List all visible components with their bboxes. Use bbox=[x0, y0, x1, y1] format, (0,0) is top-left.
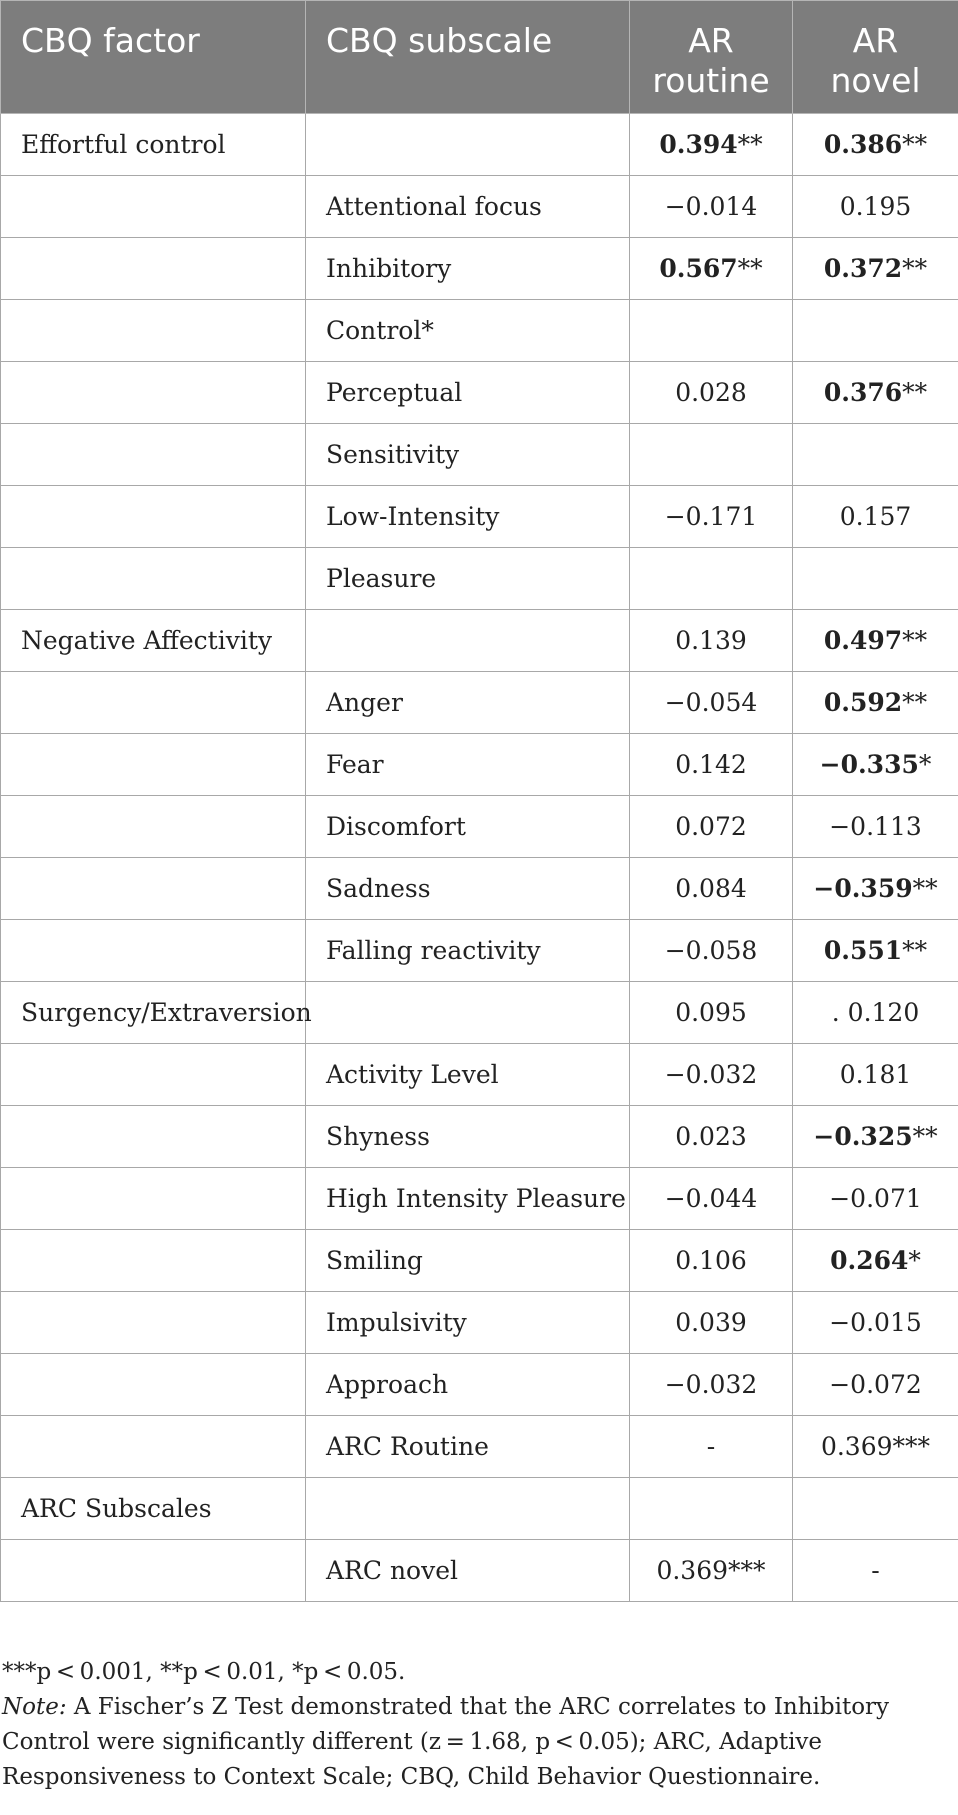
cell-ar-routine-value: 0.023 bbox=[675, 1122, 747, 1151]
cell-cbq-factor bbox=[1, 176, 306, 238]
cell-ar-novel bbox=[793, 1540, 958, 1602]
cell-ar-routine bbox=[630, 300, 793, 362]
cell-ar-routine bbox=[630, 920, 793, 982]
cell-ar-novel-value: 0.497 bbox=[823, 626, 903, 655]
cell-ar-routine-value: 0.567 bbox=[659, 254, 738, 283]
cell-ar-novel-significance: * bbox=[908, 1246, 921, 1275]
cell-ar-novel bbox=[793, 734, 958, 796]
cell-cbq-factor bbox=[1, 486, 306, 548]
table-row bbox=[1, 548, 958, 610]
header-cbq-factor: CBQ factor bbox=[1, 1, 306, 114]
cell-ar-novel bbox=[793, 672, 958, 734]
cell-cbq-subscale: ARC novel bbox=[306, 1540, 630, 1602]
cell-ar-routine-value: −0.058 bbox=[664, 936, 758, 965]
cell-ar-routine bbox=[630, 1044, 793, 1106]
cell-ar-routine-value: 0.106 bbox=[675, 1246, 747, 1275]
cell-ar-novel-significance: ** bbox=[902, 936, 928, 965]
table-row bbox=[1, 362, 958, 424]
cell-cbq-factor bbox=[1, 1540, 306, 1602]
cell-ar-novel bbox=[793, 610, 958, 672]
cell-cbq-factor bbox=[1, 734, 306, 796]
note-label: Note: bbox=[2, 1694, 67, 1720]
cell-cbq-factor bbox=[1, 548, 306, 610]
cell-cbq-subscale: Discomfort bbox=[306, 796, 630, 858]
cell-cbq-subscale: Sensitivity bbox=[306, 424, 630, 486]
cell-cbq-factor bbox=[1, 1292, 306, 1354]
table-row bbox=[1, 920, 958, 982]
header-ar-novel-line1: AR bbox=[852, 21, 899, 60]
cell-ar-routine bbox=[630, 982, 793, 1044]
cell-ar-novel bbox=[793, 176, 958, 238]
cell-cbq-factor bbox=[1, 238, 306, 300]
cell-ar-routine bbox=[630, 672, 793, 734]
cell-ar-novel bbox=[793, 1168, 958, 1230]
cell-cbq-subscale bbox=[306, 610, 630, 672]
table-row bbox=[1, 1478, 958, 1540]
table-row bbox=[1, 1044, 958, 1106]
cell-ar-routine-value: 0.072 bbox=[675, 812, 747, 841]
cell-ar-routine-value: −0.044 bbox=[664, 1184, 758, 1213]
cell-cbq-subscale: Shyness bbox=[306, 1106, 630, 1168]
cell-ar-routine bbox=[630, 796, 793, 858]
header-ar-novel bbox=[793, 1, 958, 114]
table-footnotes bbox=[0, 1655, 958, 1795]
header-cbq-subscale: CBQ subscale bbox=[306, 1, 630, 114]
cell-ar-novel-significance: ** bbox=[902, 130, 928, 159]
table-body bbox=[1, 114, 958, 1602]
cell-cbq-factor bbox=[1, 796, 306, 858]
cell-ar-novel-value: 0.181 bbox=[839, 1060, 912, 1089]
table-row bbox=[1, 486, 958, 548]
cell-ar-routine-value: 0.095 bbox=[675, 998, 747, 1027]
table-row bbox=[1, 1292, 958, 1354]
cell-cbq-factor bbox=[1, 1168, 306, 1230]
cell-cbq-subscale bbox=[306, 114, 630, 176]
cell-ar-routine bbox=[630, 238, 793, 300]
cell-ar-routine bbox=[630, 1540, 793, 1602]
cell-ar-routine bbox=[630, 610, 793, 672]
cell-ar-routine bbox=[630, 114, 793, 176]
cell-ar-novel-value: 0.369*** bbox=[820, 1432, 931, 1461]
cell-cbq-factor: Negative Affectivity bbox=[1, 610, 306, 672]
cell-ar-novel bbox=[793, 114, 958, 176]
table-header bbox=[1, 1, 958, 114]
cell-cbq-subscale: Approach bbox=[306, 1354, 630, 1416]
cell-cbq-factor: Effortful control bbox=[1, 114, 306, 176]
cell-cbq-subscale: Low-Intensity bbox=[306, 486, 630, 548]
cell-cbq-factor bbox=[1, 424, 306, 486]
cell-cbq-subscale: Falling reactivity bbox=[306, 920, 630, 982]
cell-cbq-subscale: Control* bbox=[306, 300, 630, 362]
cell-ar-novel-value: −0.325 bbox=[813, 1122, 913, 1151]
table-row bbox=[1, 1416, 958, 1478]
cell-ar-novel-value: −0.335 bbox=[819, 750, 919, 779]
table-row bbox=[1, 1540, 958, 1602]
cell-ar-routine bbox=[630, 1106, 793, 1168]
header-ar-routine-line2: routine bbox=[652, 61, 770, 100]
cell-cbq-subscale: Fear bbox=[306, 734, 630, 796]
header-ar-novel-line2: novel bbox=[830, 61, 921, 100]
cell-ar-routine-value: 0.084 bbox=[675, 874, 747, 903]
cell-ar-routine bbox=[630, 734, 793, 796]
cell-ar-novel bbox=[793, 362, 958, 424]
cell-cbq-factor bbox=[1, 672, 306, 734]
cell-cbq-factor bbox=[1, 300, 306, 362]
table-row bbox=[1, 1168, 958, 1230]
cell-ar-routine-value: 0.369*** bbox=[656, 1556, 766, 1585]
cell-ar-novel bbox=[793, 1230, 958, 1292]
cell-ar-routine-value: −0.054 bbox=[664, 688, 758, 717]
table-row bbox=[1, 796, 958, 858]
cell-cbq-factor bbox=[1, 362, 306, 424]
cell-ar-novel bbox=[793, 238, 958, 300]
cell-ar-novel-significance: ** bbox=[902, 254, 928, 283]
cell-ar-novel-value: 0.386 bbox=[823, 130, 903, 159]
cell-ar-routine bbox=[630, 1292, 793, 1354]
table-row bbox=[1, 300, 958, 362]
cell-ar-routine-value: 0.028 bbox=[675, 378, 747, 407]
cell-ar-routine-value: −0.014 bbox=[664, 192, 758, 221]
cell-ar-routine bbox=[630, 1478, 793, 1540]
cell-cbq-subscale: Perceptual bbox=[306, 362, 630, 424]
table-row bbox=[1, 176, 958, 238]
cell-ar-novel-value: −0.015 bbox=[829, 1308, 922, 1337]
cell-cbq-factor: Surgency/Extraversion bbox=[1, 982, 306, 1044]
cell-ar-routine-significance: ** bbox=[737, 254, 763, 283]
cell-cbq-subscale bbox=[306, 982, 630, 1044]
table-row bbox=[1, 424, 958, 486]
table-row bbox=[1, 672, 958, 734]
cell-ar-novel bbox=[793, 300, 958, 362]
cell-ar-novel bbox=[793, 1106, 958, 1168]
header-ar-routine bbox=[630, 1, 793, 114]
cell-cbq-subscale: Pleasure bbox=[306, 548, 630, 610]
table-row bbox=[1, 1106, 958, 1168]
cell-ar-routine bbox=[630, 362, 793, 424]
cell-ar-routine-value: 0.039 bbox=[675, 1308, 747, 1337]
cell-ar-routine bbox=[630, 176, 793, 238]
header-row bbox=[1, 1, 958, 114]
cell-ar-novel-significance: ** bbox=[902, 626, 928, 655]
cell-ar-routine bbox=[630, 1354, 793, 1416]
cell-cbq-subscale: ARC Routine bbox=[306, 1416, 630, 1478]
cell-ar-novel-value: . 0.120 bbox=[831, 998, 920, 1027]
header-ar-routine-line1: AR bbox=[688, 21, 734, 60]
significance-footnote: ***p < 0.001, **p < 0.01, *p < 0.05. bbox=[2, 1659, 406, 1685]
cell-ar-novel bbox=[793, 920, 958, 982]
cell-ar-novel-significance: * bbox=[918, 750, 932, 779]
note-text: A Fischer’s Z Test demonstrated that the ARC correlates to Inhibitory Control were significantly different (z = 1.68, p < 0.05); ARC, Adaptive Responsiveness to Context Scale; CBQ, Child Behavior Questionnaire. bbox=[2, 1694, 890, 1790]
cell-ar-novel bbox=[793, 1292, 958, 1354]
cell-ar-routine bbox=[630, 1230, 793, 1292]
cell-ar-novel bbox=[793, 548, 958, 610]
cell-ar-novel-value: 0.195 bbox=[839, 192, 912, 221]
cell-ar-routine bbox=[630, 548, 793, 610]
cell-ar-routine-value: 0.139 bbox=[675, 626, 747, 655]
cell-ar-novel bbox=[793, 1044, 958, 1106]
table-row bbox=[1, 858, 958, 920]
cell-ar-novel bbox=[793, 1478, 958, 1540]
cell-ar-novel-value: - bbox=[871, 1556, 880, 1585]
cell-cbq-subscale bbox=[306, 1478, 630, 1540]
cell-ar-novel-significance: ** bbox=[912, 1122, 938, 1151]
cell-ar-routine-value: −0.171 bbox=[664, 502, 758, 531]
cell-ar-novel-value: −0.359 bbox=[813, 874, 913, 903]
note-footnote bbox=[2, 1690, 956, 1795]
cell-cbq-subscale: Sadness bbox=[306, 858, 630, 920]
cell-ar-routine-value: −0.032 bbox=[664, 1370, 758, 1399]
cell-cbq-factor bbox=[1, 1230, 306, 1292]
cell-cbq-subscale: Smiling bbox=[306, 1230, 630, 1292]
cell-cbq-factor bbox=[1, 1416, 306, 1478]
cell-ar-routine-value: 0.394 bbox=[659, 130, 738, 159]
cell-cbq-subscale: High Intensity Pleasure bbox=[306, 1168, 630, 1230]
cell-ar-novel-significance: ** bbox=[902, 378, 928, 407]
cell-ar-novel-value: −0.072 bbox=[829, 1370, 922, 1399]
cell-ar-routine bbox=[630, 424, 793, 486]
cell-ar-routine-value: 0.142 bbox=[675, 750, 747, 779]
cell-cbq-factor bbox=[1, 858, 306, 920]
cell-ar-novel bbox=[793, 486, 958, 548]
cell-ar-novel-value: −0.071 bbox=[829, 1184, 922, 1213]
cell-ar-novel-value: 0.376 bbox=[823, 378, 903, 407]
cell-cbq-factor: ARC Subscales bbox=[1, 1478, 306, 1540]
cell-ar-novel-significance: ** bbox=[902, 688, 928, 717]
cell-ar-novel bbox=[793, 982, 958, 1044]
table-row bbox=[1, 610, 958, 672]
cell-cbq-factor bbox=[1, 1044, 306, 1106]
cell-cbq-subscale: Inhibitory bbox=[306, 238, 630, 300]
table-row bbox=[1, 734, 958, 796]
cell-ar-novel bbox=[793, 796, 958, 858]
table-row bbox=[1, 1230, 958, 1292]
table-row bbox=[1, 1354, 958, 1416]
cell-ar-routine-significance: ** bbox=[737, 130, 763, 159]
cell-cbq-subscale: Activity Level bbox=[306, 1044, 630, 1106]
cell-cbq-subscale: Anger bbox=[306, 672, 630, 734]
cell-ar-routine-value: - bbox=[706, 1432, 716, 1461]
table-row bbox=[1, 238, 958, 300]
cell-ar-routine-value: −0.032 bbox=[664, 1060, 758, 1089]
cell-cbq-subscale: Impulsivity bbox=[306, 1292, 630, 1354]
cell-ar-routine bbox=[630, 486, 793, 548]
cell-ar-novel-value: 0.551 bbox=[823, 936, 903, 965]
cell-ar-novel bbox=[793, 1354, 958, 1416]
cell-cbq-factor bbox=[1, 1354, 306, 1416]
cell-cbq-factor bbox=[1, 1106, 306, 1168]
cell-ar-novel bbox=[793, 1416, 958, 1478]
cell-cbq-subscale: Attentional focus bbox=[306, 176, 630, 238]
table-row bbox=[1, 982, 958, 1044]
cell-ar-novel-value: 0.264 bbox=[830, 1246, 909, 1275]
cell-cbq-factor bbox=[1, 920, 306, 982]
cell-ar-novel-value: −0.113 bbox=[829, 812, 922, 841]
cell-ar-novel bbox=[793, 424, 958, 486]
cell-ar-routine bbox=[630, 1168, 793, 1230]
table-row bbox=[1, 114, 958, 176]
cell-ar-routine bbox=[630, 858, 793, 920]
cell-ar-novel-value: 0.592 bbox=[823, 688, 903, 717]
cell-ar-novel-value: 0.372 bbox=[823, 254, 903, 283]
cell-ar-novel bbox=[793, 858, 958, 920]
cell-ar-routine bbox=[630, 1416, 793, 1478]
cell-ar-novel-significance: ** bbox=[912, 874, 938, 903]
cell-ar-novel-value: 0.157 bbox=[839, 502, 912, 531]
